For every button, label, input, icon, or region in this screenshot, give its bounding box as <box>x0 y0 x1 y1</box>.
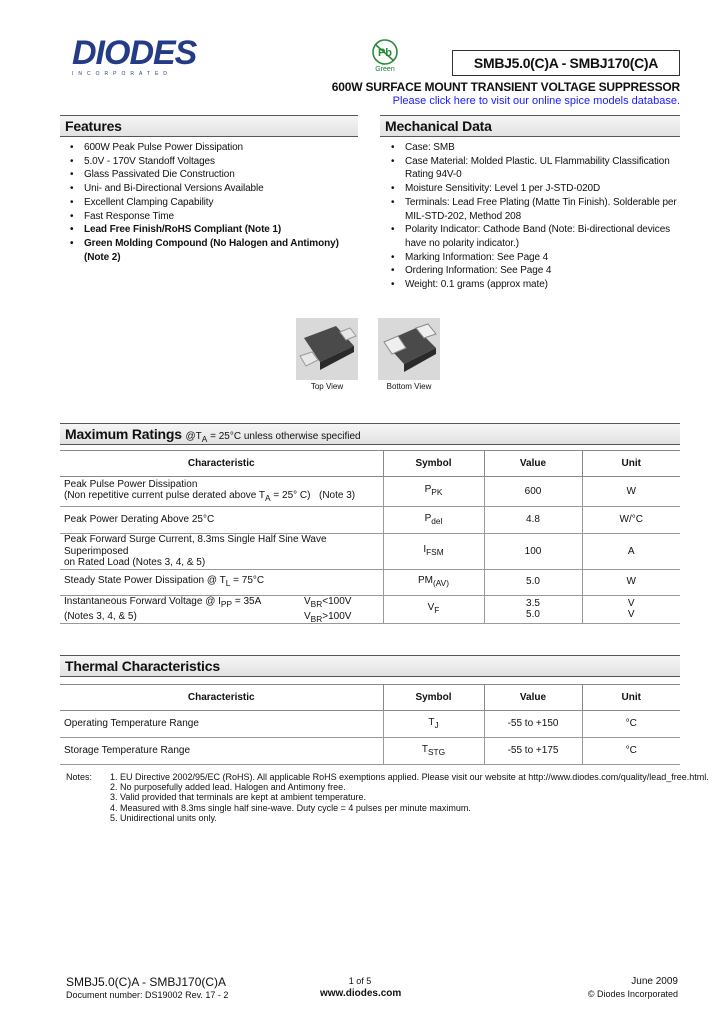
column-header: Characteristic <box>60 685 383 711</box>
unit-cell: W <box>582 569 680 595</box>
top-view-caption: Top View <box>310 382 344 391</box>
unit-cell: W/°C <box>582 507 680 534</box>
symbol-cell: $I_{FSM}$ <box>383 534 484 570</box>
thermal-title: Thermal Characteristics <box>65 658 220 674</box>
list-item: • Polarity Indicator: Cathode Band (Note: Bi-directional devices have no polarity indicator.) <box>383 223 683 250</box>
column-header: Symbol <box>383 685 484 711</box>
column-header: Unit <box>582 685 680 711</box>
value-cell: 100 <box>484 534 582 570</box>
characteristic-cell: Peak Pulse Power Dissipation (Non repetitive current pulse derated above $T_A = 25^\circ$ C) (Note 3) <box>60 477 383 507</box>
features-list <box>62 141 360 264</box>
unit-cell: °C <box>582 738 680 765</box>
table-header-row <box>60 451 680 477</box>
list-item: • Moisture Sensitivity: Level 1 per J-STD-020D <box>383 182 683 196</box>
footer-website-link[interactable]: www.diodes.com <box>320 988 402 999</box>
max-ratings-header <box>60 423 680 445</box>
column-header: Characteristic <box>60 451 383 477</box>
diodes-logo <box>72 36 206 76</box>
note-item: 2. No purposefully added lead. Halogen and Antimony free. <box>110 782 346 793</box>
footer-page: 1 of 5 <box>348 976 372 986</box>
list-item: • Marking Information: See Page 4 <box>383 251 683 265</box>
symbol-cell: $T_J$ <box>383 711 484 738</box>
note-item: 5. Unidirectional units only. <box>110 812 217 823</box>
unit-cell: V V <box>582 595 680 623</box>
value-cell: -55 to +150 <box>484 711 582 738</box>
unit-cell: A <box>582 534 680 570</box>
list-item: • Green Molding Compound (No Halogen and Antimony) (Note 2) <box>62 237 360 264</box>
list-item: • Case: SMB <box>383 141 683 155</box>
footer-part: SMBJ5.0(C)A - SMBJ170(C)A <box>66 975 227 989</box>
part-title: SMBJ5.0(C)A - SMBJ170(C)A <box>452 50 680 76</box>
table-row <box>60 595 680 623</box>
footer-document: Document number: DS19002 Rev. 17 - 2 <box>66 990 229 1000</box>
symbol-cell: $P_{PK}$ <box>383 477 484 507</box>
characteristic-cell: Storage Temperature Range <box>60 738 383 765</box>
list-item: • Fast Response Time <box>62 210 360 224</box>
characteristic-cell: Peak Forward Surge Current, 8.3ms Single Half Sine Wave Superimposed on Rated Load (Notes 3, 4, & 5) <box>60 534 383 570</box>
list-item: • Weight: 0.1 grams (approx mate) <box>383 278 683 292</box>
symbol-cell: $PM_{(AV)}$ <box>383 569 484 595</box>
notes-label: Notes: <box>66 772 93 782</box>
logo-text: DIODES <box>72 34 197 72</box>
features-header <box>60 115 358 137</box>
table-header-row <box>60 685 680 711</box>
logo-subtext: INCORPORATED <box>72 71 172 77</box>
table-row <box>60 477 680 507</box>
max-ratings-condition: $@T_A = 25^\circ C$ unless otherwise specified <box>185 431 361 444</box>
list-item: • Glass Passivated Die Construction <box>62 168 360 182</box>
value-cell: 5.0 <box>484 569 582 595</box>
features-title: Features <box>65 118 122 134</box>
bottom-view-caption: Bottom View <box>386 382 432 391</box>
symbol-cell: $T_{STG}$ <box>383 738 484 765</box>
mechanical-header <box>380 115 680 137</box>
column-header: Unit <box>582 451 680 477</box>
table-row <box>60 738 680 765</box>
table-row <box>60 507 680 534</box>
characteristic-cell: Instantaneous Forward Voltage @ $I_{PP} = 35A$ $V_{BR}<100V$ (Notes 3, 4, & 5) $V_{BR}>100V$ <box>60 595 383 623</box>
value-cell: 4.8 <box>484 507 582 534</box>
characteristic-cell: Operating Temperature Range <box>60 711 383 738</box>
symbol-cell: $P_{del}$ <box>383 507 484 534</box>
list-item: • Case Material: Molded Plastic. UL Flammability Classification Rating 94V-0 <box>383 155 683 182</box>
package-top-view-image <box>296 318 358 380</box>
value-cell: 600 <box>484 477 582 507</box>
list-item: • Ordering Information: See Page 4 <box>383 264 683 278</box>
column-header: Value <box>484 451 582 477</box>
max-ratings-table <box>60 450 680 624</box>
table-row <box>60 569 680 595</box>
unit-cell: °C <box>582 711 680 738</box>
spice-models-link[interactable]: Please click here to visit our online spice models database. <box>392 95 680 107</box>
notes-list <box>110 772 709 823</box>
value-cell: -55 to +175 <box>484 738 582 765</box>
list-item: • Excellent Clamping Capability <box>62 196 360 210</box>
characteristic-cell: Peak Power Derating Above 25°C <box>60 507 383 534</box>
mechanical-list <box>383 141 683 292</box>
unit-cell: W <box>582 477 680 507</box>
thermal-header <box>60 655 680 677</box>
column-header: Value <box>484 685 582 711</box>
footer-date: June 2009 <box>631 976 678 987</box>
thermal-table <box>60 684 680 765</box>
footer-copyright: © Diodes Incorporated <box>587 989 678 999</box>
list-item: • Lead Free Finish/RoHS Compliant (Note 1) <box>62 223 360 237</box>
column-header: Symbol <box>383 451 484 477</box>
package-bottom-view-image <box>378 318 440 380</box>
list-item: • 600W Peak Pulse Power Dissipation <box>62 141 360 155</box>
note-item: 1. EU Directive 2002/95/EC (RoHS). All applicable RoHS exemptions applied. Please visit our website at http://www.diodes.com/quality/lead_free.html. <box>110 772 709 782</box>
note-item: 4. Measured with 8.3ms single half sine-wave. Duty cycle = 4 pulses per minute maximum. <box>110 802 471 813</box>
list-item: • 5.0V - 170V Standoff Voltages <box>62 155 360 169</box>
list-item: • Uni- and Bi-Directional Versions Available <box>62 182 360 196</box>
characteristic-cell: Steady State Power Dissipation @ $T_L = 75^\circ C$ <box>60 569 383 595</box>
table-row <box>60 711 680 738</box>
value-cell: 3.5 5.0 <box>484 595 582 623</box>
table-row <box>60 534 680 570</box>
subtitle: 600W SURFACE MOUNT TRANSIENT VOLTAGE SUPPRESSOR <box>331 80 680 94</box>
notes-section <box>66 772 709 828</box>
mechanical-title: Mechanical Data <box>385 118 492 134</box>
symbol-cell: $V_F$ <box>383 595 484 623</box>
note-item: 3. Valid provided that terminals are kept at ambient temperature. <box>110 792 366 803</box>
max-ratings-title: Maximum Ratings <box>65 426 182 442</box>
green-badge-label: Green <box>375 66 395 73</box>
list-item: • Terminals: Lead Free Plating (Matte Tin Finish). Solderable per MIL-STD-202, Method 208 <box>383 196 683 223</box>
green-badge-symbol: Pb <box>377 47 393 59</box>
